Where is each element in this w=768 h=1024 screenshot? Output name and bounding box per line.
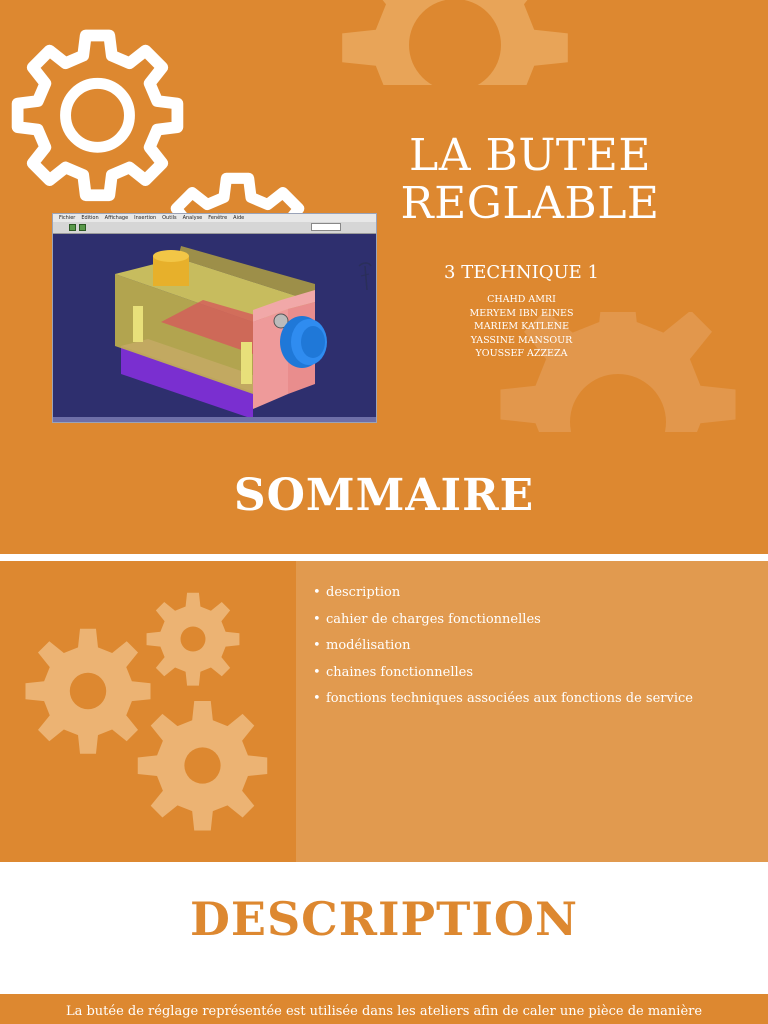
toc-item: • modélisation (313, 636, 693, 663)
table-of-contents (313, 583, 693, 716)
description-text: La butée de réglage représentée est utilisée dans les ateliers afin de caler une pièce de manière (65, 1004, 703, 1019)
adjustable-stop-3d-model (53, 234, 376, 419)
title-line-2: REGLABLE (400, 178, 660, 229)
description-heading: DESCRIPTION (190, 892, 578, 946)
toc-item: • fonctions techniques associées aux fonctions de service (313, 689, 693, 716)
author-name: CHAHD AMRI (487, 294, 556, 305)
author-name: MARIEM KATLENE (473, 321, 570, 332)
gear-icon (130, 693, 275, 838)
cad-toolbar (53, 222, 376, 234)
description-text-slide (0, 994, 768, 1024)
toc-item: • chaines fonctionnelles (313, 663, 693, 690)
toc-item: • cahier de charges fonctionnelles (313, 610, 693, 637)
cad-screenshot (52, 213, 377, 423)
gear-icon (330, 0, 580, 85)
sommaire-heading: SOMMAIRE (233, 470, 535, 521)
cad-tool-icon (79, 224, 86, 231)
title-line-1: LA BUTEE (409, 130, 651, 181)
cad-tool-icon (69, 224, 76, 231)
toc-item: • description (313, 583, 693, 610)
cad-zoom-field (311, 223, 341, 231)
presentation-title (375, 132, 685, 228)
authors-list (420, 293, 623, 361)
pen-icon (357, 262, 373, 292)
cad-statusbar (53, 417, 376, 422)
sommaire-slide (0, 561, 768, 862)
cad-menubar: Fichier Edition Affichage Insertion Outils Analyse Fenêtre Aide (53, 214, 376, 222)
author-name: YASSINE MANSOUR (470, 334, 573, 346)
author-name: MERYEM IBN EINES (469, 307, 574, 319)
class-subtitle: 3 TECHNIQUE 1 (444, 262, 599, 283)
description-heading-slide (0, 862, 768, 994)
author-name: YOUSSEF AZZEZA (475, 348, 568, 359)
gear-icon (141, 587, 245, 691)
